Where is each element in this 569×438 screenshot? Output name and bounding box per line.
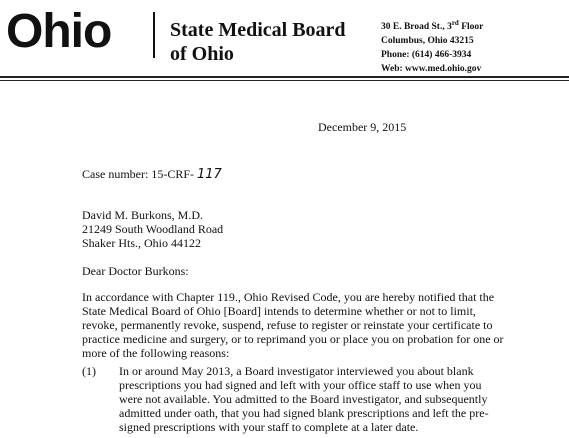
item-line: admitted under oath, that you had signed blank prescriptions and left the pre- (119, 406, 489, 420)
board-name-line1: State Medical Board (170, 19, 346, 41)
item-line: prescriptions you had signed and left with your office staff to use when you (119, 378, 482, 392)
intro-line: In accordance with Chapter 119., Ohio Revised Code, you are hereby notified that the (82, 290, 495, 304)
recipient-street: 21249 South Woodland Road (82, 222, 224, 236)
recipient-name: David M. Burkons, M.D. (82, 208, 204, 222)
salutation: Dear Doctor Burkons: (82, 264, 189, 278)
case-number-handwritten: 117 (197, 167, 222, 182)
phone-number: Phone: (614) 466-3934 (381, 50, 472, 61)
intro-line: revoke, permanently revoke, suspend, refuse to register or reinstate your certificate to (82, 318, 493, 332)
case-number (82, 167, 222, 182)
letter-date: December 9, 2015 (318, 120, 407, 134)
item-line: In or around May 2013, a Board investigator interviewed you about blank (119, 364, 474, 378)
board-contact (381, 16, 483, 76)
intro-line: more of the following reasons: (82, 346, 230, 360)
case-number-label: Case number: 15-CRF- (82, 167, 194, 181)
ohio-logo: Ohio (6, 5, 112, 58)
web-address: Web: www.med.ohio.gov (381, 64, 482, 75)
intro-paragraph (82, 290, 504, 360)
intro-line: practice medicine and surgery, or to reprimand you or place you on probation for one or (82, 332, 504, 346)
board-name (170, 18, 346, 66)
intro-line: State Medical Board of Ohio [Board] intends to determine whether or not to limit, (82, 304, 476, 318)
address-street: 30 E. Broad St., 3rd Floor (381, 19, 484, 33)
header-divider (153, 12, 155, 58)
item-line: signed prescriptions with your staff to complete at a later date. (119, 420, 419, 434)
header-rule (0, 76, 569, 78)
address-city: Columbus, Ohio 43215 (381, 36, 474, 47)
board-name-line2: of Ohio (170, 43, 234, 65)
item-1-paragraph (119, 364, 489, 434)
header-rule-thin (0, 80, 569, 81)
recipient-address (82, 208, 223, 250)
item-1-number: (1) (82, 364, 96, 378)
recipient-city: Shaker Hts., Ohio 44122 (82, 236, 201, 250)
item-line: were not available. You admitted to the Board investigator, and subsequently (119, 392, 488, 406)
